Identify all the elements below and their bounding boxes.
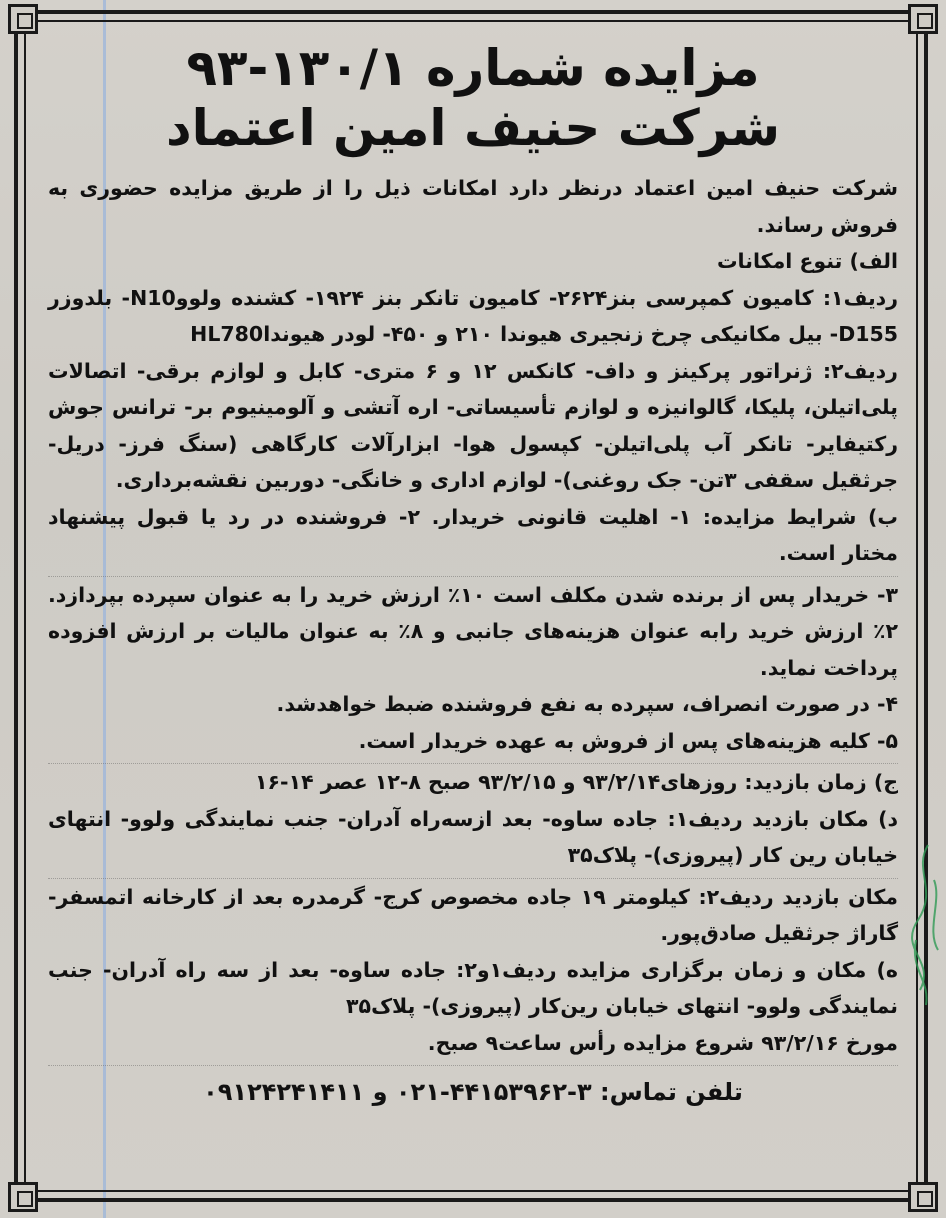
contact-phone: تلفن تماس: ۳-۴۴۱۵۳۹۶۲-۰۲۱ و ۰۹۱۲۴۲۴۱۴۱۱ — [203, 1078, 743, 1106]
section-e-auction-place: ه) مکان و زمان برگزاری مزایده ردیف۱و۲: جاده ساوه- بعد از سه راه آدران- جنب نمایندگی ولوو- انتهای خیابان رین‌کار (پیروزی)- پلاک۳۵ — [48, 957, 898, 1018]
visit-place-row2: مکان بازدید ردیف۲: کیلومتر ۱۹ جاده مخصوص کرج- گرمدره بعد از کارخانه اتمسفر- گاراژ جرثقیل صادق‌پور. — [48, 884, 898, 945]
condition-3: ۳- خریدار پس از برنده شدن مکلف است ۱۰٪ ارزش خرید را به عنوان سپرده بپردازد. ۲٪ ارزش خرید رابه عنوان هزینه‌های جانبی و ۸٪ به عنوان مالیات بر ارزش افزوده پرداخت نماید. — [48, 582, 898, 680]
section-a-heading: الف) تنوع امکانات — [716, 249, 898, 273]
page-title: مزایده شماره ۱۳۰/۱-۹۳ — [186, 39, 760, 97]
divider — [48, 1065, 898, 1066]
divider — [48, 763, 898, 764]
auction-date: مورخ ۹۳/۲/۱۶ شروع مزایده رأس ساعت۹ صبح. — [427, 1030, 898, 1055]
intro-paragraph: شرکت حنیف امین اعتماد درنظر دارد امکانات ذیل را از طریق مزایده حضوری به فروش رساند. — [48, 176, 898, 237]
divider — [48, 576, 898, 577]
section-b-conditions: ب) شرایط مزایده: ۱- اهلیت قانونی خریدار. ۲- فروشنده در رد یا قبول پیشنهاد مختار است. — [48, 504, 899, 565]
corner-ornament-icon — [908, 1182, 938, 1212]
section-d-visit-place: د) مکان بازدید ردیف۱: جاده ساوه- بعد ازسه‌راه آدران- جنب نمایندگی ولوو- انتهای خیابان رین کار (پیروزی)- پلاک۳۵ — [48, 806, 898, 867]
section-c-visit-time: ج) زمان بازدید: روزهای۹۳/۲/۱۴ و ۹۳/۲/۱۵ صبح ۸-۱۲ عصر ۱۴-۱۶ — [255, 770, 898, 794]
condition-4: ۴- در صورت انصراف، سپرده به نفع فروشنده ضبط خواهدشد. — [276, 692, 898, 716]
pen-scribble-icon — [908, 840, 944, 1010]
condition-5: ۵- کلیه هزینه‌های پس از فروش به عهده خریدار است. — [358, 728, 898, 753]
company-title: شرکت حنیف امین اعتماد — [165, 99, 781, 157]
corner-ornament-icon — [8, 1182, 38, 1212]
corner-ornament-icon — [908, 4, 938, 34]
row1-items: ردیف۱: کامیون کمپرسی بنز۲۶۲۴- کامیون تانکر بنز ۱۹۲۴- کشنده ولووN10- بلدوزر D155- بیل مکانیکی چرخ زنجیری هیوندا ۲۱۰ و ۴۵۰- لودر هیونداHL780 — [48, 285, 898, 346]
corner-ornament-icon — [8, 4, 38, 34]
notice-content — [48, 38, 898, 1188]
divider — [48, 878, 898, 879]
row2-items: ردیف۲: ژنراتور پرکینز و داف- کانکس ۱۲ و ۶ متری- کابل و لوازم برقی- اتصالات پلی‌اتیلن، پلیکا، گالوانیزه و لوازم تأسیساتی- اره آتشی و آلومینیوم بر- ترانس جوش رکتیفایر- تانکر آب پلی‌اتیلن- کپسول هوا- ابزارآلات کارگاهی (سنگ فرز- دریل- جرثقیل سقفی ۳تن- جک روغنی)- لوازم اداری و خانگی- دوربین نقشه‌برداری. — [48, 358, 898, 492]
